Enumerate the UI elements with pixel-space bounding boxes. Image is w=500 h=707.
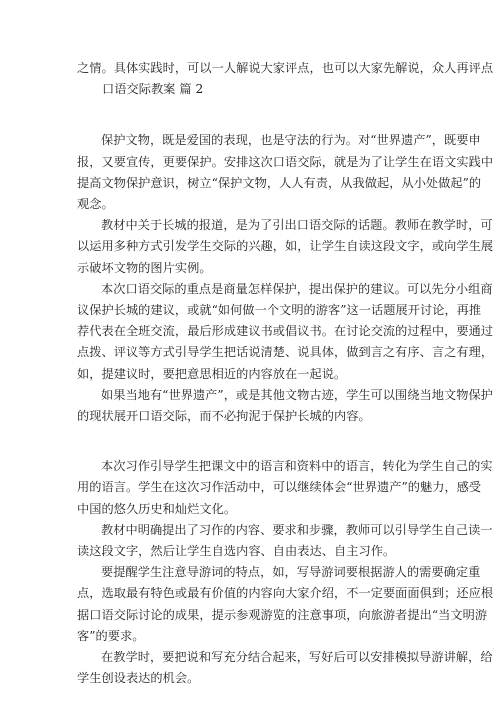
text-line: 据口语交际讨论的成果，提示参观游览的注意事项，向旅游者提出“当文明游 — [77, 607, 488, 622]
text-line: 教材中明确提出了习作的内容、要求和步骤，教师可以引导学生自己读一 — [101, 522, 493, 537]
text-line: 学生创设表达的机会。 — [77, 671, 200, 686]
text-line: 的现状展开口语交际，而不必拘泥于保护长城的内容。 — [77, 409, 371, 424]
text-line: 如，提建议时，要把意思相近的内容放在一起说。 — [77, 366, 347, 381]
text-line: 之情。具体实践时，可以一人解说大家评点，也可以大家先解说，众人再评点 — [77, 61, 494, 75]
text-line: 议保护长城的建议，或就“如何做一个文明的游客”这一话题展开讨论，再推 — [77, 303, 482, 318]
text-line: 用的语言。学生在这次习作活动中，可以继续体会“世界遗产”的魅力，感受 — [77, 480, 482, 495]
text-line: 报，又要宣传，更要保护。安排这次口语交际，就是为了让学生在语文实践中 — [77, 154, 494, 169]
document-page — [77, 58, 494, 689]
text-line: 示破坏文物的图片实例。 — [77, 260, 212, 275]
text-line: 观念。 — [77, 197, 114, 212]
text-line: 以运用多种方式引发学生交际的兴趣，如，让学生自读这段文字，或向学生展 — [77, 239, 494, 254]
text-line: 保护文物，既是爱国的表现，也是守法的行为。对“世界遗产”，既要申 — [101, 133, 481, 148]
text-line: 中国的悠久历史和灿烂文化。 — [77, 501, 237, 516]
text-line: 在教学时，要把说和写充分结合起来，写好后可以安排模拟导游讲解，给 — [101, 650, 493, 665]
text-line: 本次习作引导学生把课文中的语言和资料中的语言，转化为学生自己的实 — [101, 459, 493, 474]
text-line: 提高文物保护意识，树立“保护文物，人人有责，从我做起，从小处做起”的 — [77, 175, 482, 190]
text-line: 客”的要求。 — [77, 628, 145, 643]
paragraph-gap — [77, 100, 430, 130]
section-heading: 口语交际教案 篇 2 — [102, 82, 204, 97]
text-line: 要提醒学生注意导游词的特点，如，写导游词要根据游人的需要确定重 — [101, 565, 481, 580]
text-line: 教材中关于长城的报道，是为了引出口语交际的话题。教师在教学时，可 — [101, 218, 493, 233]
text-line: 点拨、评议等方式引导学生把话说清楚、说具体，做到言之有序、言之有理， — [77, 345, 494, 360]
text-line: 读这段文字，然后让学生自选内容、自由表达、自主习作。 — [77, 544, 396, 559]
paragraph-gap — [77, 427, 430, 456]
text-line: 荐代表在全班交流，最后形成建议书或倡议书。在讨论交流的过程中，要通过 — [77, 324, 494, 339]
text-line: 点，选取最有特色或最有价值的内容向大家介绍，不一定要面面俱到；还应根 — [77, 586, 494, 601]
text-line: 如果当地有“世界遗产”，或是其他文物古迹，学生可以围绕当地文物保护 — [101, 387, 493, 402]
text-line: 本次口语交际的重点是商量怎样保护，提出保护的建议。可以先分小组商 — [101, 281, 493, 296]
